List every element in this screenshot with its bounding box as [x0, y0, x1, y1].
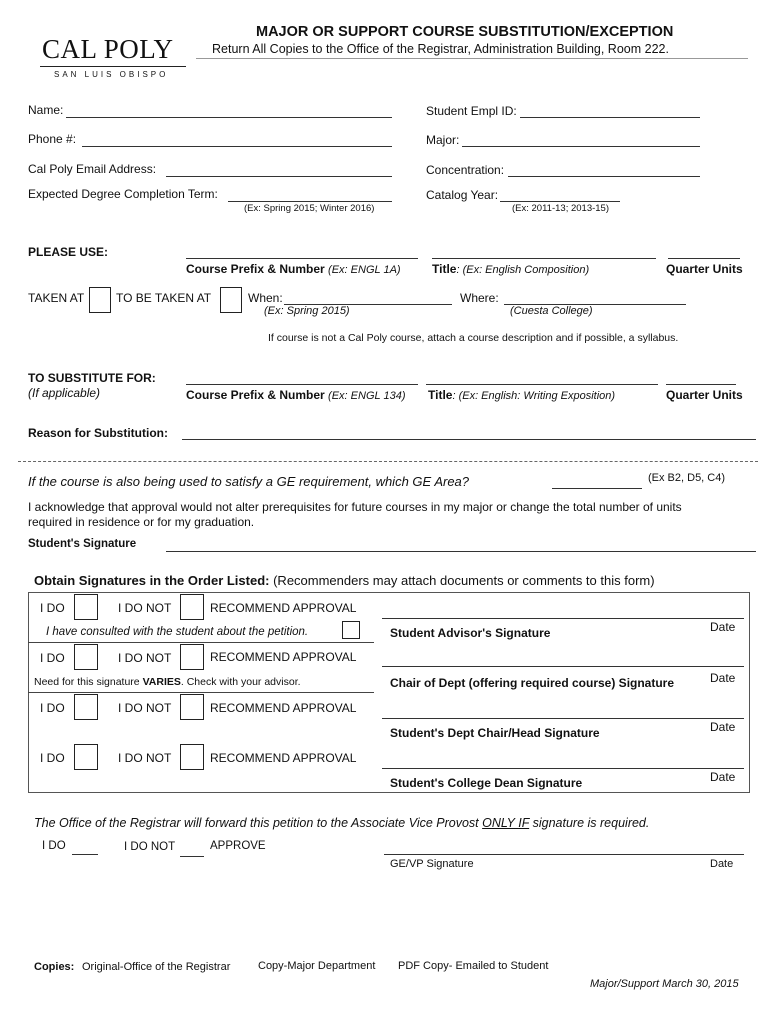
row3-i-do-not-box[interactable]: [180, 694, 204, 720]
logo-wordmark: CAL POLY: [42, 34, 174, 64]
use-course-prefix-field[interactable]: [186, 258, 418, 259]
major-label: Major:: [426, 133, 460, 147]
signatures-heading: [34, 573, 655, 588]
use-title-header-example: : (Ex: English Composition): [456, 264, 590, 276]
use-units-header: Quarter Units: [666, 262, 743, 276]
phone-label: Phone #:: [28, 132, 77, 146]
term-hint: (Ex: Spring 2015; Winter 2016): [244, 203, 375, 214]
email-label: Cal Poly Email Address:: [28, 162, 157, 176]
row4-i-do-not: I DO NOT: [118, 751, 172, 765]
registrar-i-do-not-field[interactable]: [180, 856, 204, 857]
ge-area-field[interactable]: [552, 488, 642, 489]
advisor-signature-field[interactable]: [382, 618, 744, 619]
sub-title-header: [428, 388, 615, 402]
form-title: MAJOR OR SUPPORT COURSE SUBSTITUTION/EXCEPTION: [256, 24, 674, 40]
row1-i-do-box[interactable]: [74, 594, 98, 620]
registrar-i-do-not: I DO NOT: [124, 841, 176, 853]
signatures-heading-bold: Obtain Signatures in the Order Listed:: [34, 573, 270, 588]
registrar-note: [34, 816, 649, 830]
registrar-note-part2: signature is required.: [529, 816, 650, 830]
form-version: Major/Support March 30, 2015: [590, 978, 739, 990]
acknowledgement-text: I acknowledge that approval would not alter prerequisites for future courses in my major or change the total number of units required in residence or for my graduation.: [28, 500, 682, 529]
sub-course-prefix-field[interactable]: [186, 384, 418, 385]
use-prefix-header-example: (Ex: ENGL 1A): [328, 264, 401, 276]
term-label: Expected Degree Completion Term:: [28, 187, 218, 201]
substitute-label: TO SUBSTITUTE FOR:: [28, 371, 156, 385]
catalog-year-field[interactable]: [500, 201, 620, 202]
registrar-i-do: I DO: [42, 840, 66, 852]
dept-chair-date-label: Date: [710, 720, 736, 734]
sub-title-header-label: Title: [428, 388, 453, 402]
row2-i-do-not: I DO NOT: [118, 651, 172, 665]
consulted-checkbox[interactable]: [342, 621, 360, 639]
row1-i-do: I DO: [40, 601, 65, 615]
term-field[interactable]: [228, 201, 392, 202]
row2-divider: [28, 692, 374, 693]
course-description-note: If course is not a Cal Poly course, attach a course description and if possible, a syllabus.: [268, 332, 679, 344]
dean-signature-label: Student's College Dean Signature: [390, 776, 583, 790]
when-hint: (Ex: Spring 2015): [264, 305, 350, 317]
reason-label: Reason for Substitution:: [28, 426, 168, 440]
copy-major: Copy-Major Department: [258, 960, 376, 972]
email-field[interactable]: [166, 176, 392, 177]
row1-i-do-not-box[interactable]: [180, 594, 204, 620]
taken-at-label: TAKEN AT: [28, 291, 85, 305]
registrar-note-part1: The Office of the Registrar will forward this petition to the Associate Vice Provost: [34, 816, 483, 830]
chair-offering-signature-label: Chair of Dept (offering required course) Signature: [390, 676, 675, 690]
ge-question: If the course is also being used to satisfy a GE requirement, which GE Area?: [28, 474, 470, 489]
substitute-sublabel: (If applicable): [28, 386, 101, 400]
gevp-date-label: Date: [710, 858, 734, 870]
concentration-field[interactable]: [508, 176, 700, 177]
use-title-header-label: Title: [432, 262, 457, 276]
catalog-year-label: Catalog Year:: [426, 188, 499, 202]
use-title-field[interactable]: [432, 258, 656, 259]
name-field[interactable]: [66, 117, 392, 118]
sub-title-field[interactable]: [426, 384, 658, 385]
advisor-signature-label: Student Advisor's Signature: [390, 626, 551, 640]
registrar-i-do-field[interactable]: [72, 854, 98, 855]
sub-prefix-header-example: (Ex: ENGL 134): [328, 390, 406, 402]
row3-i-do-not: I DO NOT: [118, 701, 172, 715]
logo-subtitle: SAN LUIS OBISPO: [54, 70, 169, 79]
row2-i-do-not-box[interactable]: [180, 644, 204, 670]
where-label: Where:: [460, 291, 499, 305]
row2-note: Need for this signature VARIES. Check with your advisor.: [34, 676, 301, 688]
sub-units-field[interactable]: [666, 384, 736, 385]
registrar-note-only-if: ONLY IF: [482, 816, 530, 830]
use-units-field[interactable]: [668, 258, 740, 259]
empl-id-label: Student Empl ID:: [426, 104, 517, 118]
row4-i-do-box[interactable]: [74, 744, 98, 770]
chair-offering-date-label: Date: [710, 671, 736, 685]
logo-divider: [40, 66, 186, 67]
row3-recommend: RECOMMEND APPROVAL: [210, 701, 357, 715]
student-signature-field[interactable]: [166, 551, 756, 552]
form-subtitle: Return All Copies to the Office of the Registrar, Administration Building, Room 222.: [212, 42, 669, 56]
row4-recommend: RECOMMEND APPROVAL: [210, 751, 357, 765]
row3-i-do: I DO: [40, 701, 65, 715]
concentration-label: Concentration:: [426, 163, 505, 177]
chair-offering-signature-field[interactable]: [382, 666, 744, 667]
phone-field[interactable]: [82, 146, 392, 147]
copy-original: Original-Office of the Registrar: [82, 961, 231, 973]
copy-pdf: PDF Copy- Emailed to Student: [398, 960, 549, 972]
row3-i-do-box[interactable]: [74, 694, 98, 720]
when-label: When:: [248, 291, 283, 305]
header-rule: [196, 58, 748, 59]
reason-divider: [18, 461, 758, 462]
dept-chair-signature-label: Student's Dept Chair/Head Signature: [390, 726, 600, 740]
major-field[interactable]: [462, 146, 700, 147]
taken-at-checkbox[interactable]: [89, 287, 111, 313]
copies-label: Copies:: [34, 961, 75, 973]
sub-prefix-header: [186, 388, 406, 402]
use-prefix-header-label: Course Prefix & Number: [186, 262, 325, 276]
registrar-approve: APPROVE: [210, 840, 266, 852]
row1-note: I have consulted with the student about the petition.: [46, 626, 309, 638]
dean-date-label: Date: [710, 770, 736, 784]
ge-example: (Ex B2, D5, C4): [648, 472, 726, 484]
empl-id-field[interactable]: [520, 117, 700, 118]
row4-i-do: I DO: [40, 751, 65, 765]
row2-recommend: RECOMMEND APPROVAL: [210, 650, 357, 664]
gevp-signature-field[interactable]: [384, 854, 744, 855]
row1-recommend: RECOMMEND APPROVAL: [210, 601, 357, 615]
row2-i-do: I DO: [40, 651, 65, 665]
to-be-taken-at-checkbox[interactable]: [220, 287, 242, 313]
advisor-date-label: Date: [710, 620, 736, 634]
gevp-signature-label: GE/VP Signature: [390, 858, 474, 870]
signatures-heading-rest: (Recommenders may attach documents or comments to this form): [269, 573, 655, 588]
row4-i-do-not-box[interactable]: [180, 744, 204, 770]
student-signature-label: Student's Signature: [28, 538, 137, 550]
sub-units-header: Quarter Units: [666, 388, 743, 402]
row2-i-do-box[interactable]: [74, 644, 98, 670]
to-be-taken-at-label: TO BE TAKEN AT: [116, 291, 212, 305]
catalog-year-hint: (Ex: 2011-13; 2013-15): [512, 203, 609, 214]
dept-chair-signature-field[interactable]: [382, 718, 744, 719]
row1-divider: [28, 642, 374, 643]
use-title-header: [432, 262, 589, 276]
reason-field[interactable]: [182, 439, 756, 440]
name-label: Name:: [28, 103, 64, 117]
use-prefix-header: [186, 262, 401, 276]
where-hint: (Cuesta College): [510, 305, 593, 317]
sub-prefix-header-label: Course Prefix & Number: [186, 388, 325, 402]
dean-signature-field[interactable]: [382, 768, 744, 769]
row1-i-do-not: I DO NOT: [118, 601, 172, 615]
please-use-label: PLEASE USE:: [28, 245, 109, 259]
sub-title-header-example: : (Ex: English: Writing Exposition): [452, 390, 616, 402]
